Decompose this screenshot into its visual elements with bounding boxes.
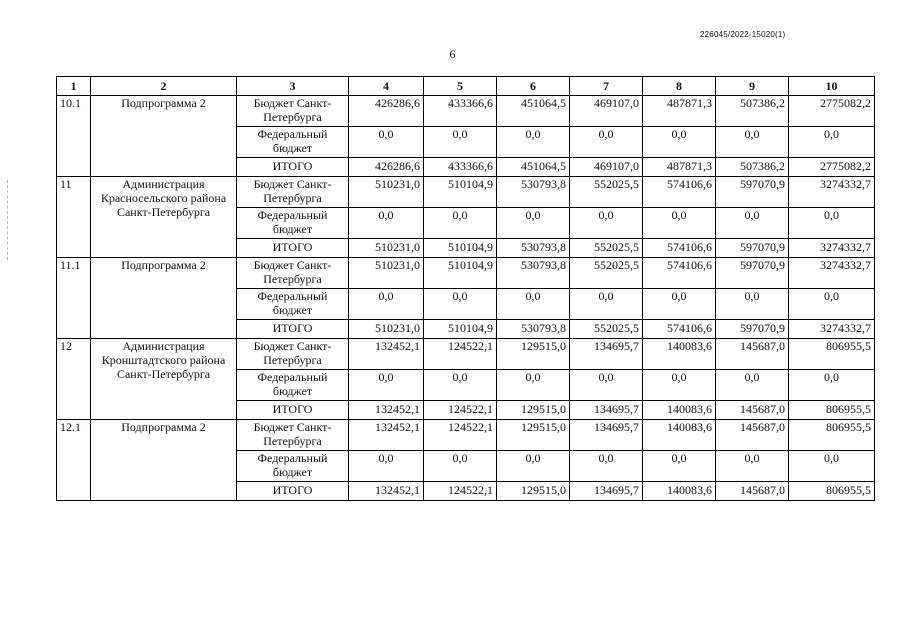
value-cell: 124522,1 — [424, 420, 497, 451]
value-cell: 552025,5 — [570, 258, 643, 289]
value-cell: 2775082,2 — [789, 96, 875, 127]
value-cell: 0,0 — [349, 127, 424, 158]
value-cell: 0,0 — [789, 289, 875, 320]
value-cell: 145687,0 — [716, 339, 789, 370]
value-cell: 487871,3 — [643, 96, 716, 127]
value-cell: 134695,7 — [570, 420, 643, 451]
value-cell: 2775082,2 — [789, 158, 875, 177]
value-cell: 3274332,7 — [789, 239, 875, 258]
value-cell: 134695,7 — [570, 401, 643, 420]
value-cell: 0,0 — [497, 451, 570, 482]
column-header: 2 — [91, 77, 237, 96]
value-cell: 530793,8 — [497, 177, 570, 208]
value-cell: 426286,6 — [349, 96, 424, 127]
value-cell: 433366,6 — [424, 96, 497, 127]
value-cell: 0,0 — [716, 127, 789, 158]
column-header: 10 — [789, 77, 875, 96]
value-cell: 0,0 — [716, 370, 789, 401]
value-cell: 140083,6 — [643, 482, 716, 501]
value-cell: 134695,7 — [570, 482, 643, 501]
value-cell: 574106,6 — [643, 239, 716, 258]
table-row — [57, 339, 875, 370]
value-cell: 0,0 — [643, 451, 716, 482]
row-number: 12.1 — [57, 420, 91, 501]
value-cell: 510231,0 — [349, 177, 424, 208]
value-cell: 129515,0 — [497, 339, 570, 370]
program-name: Подпрограмма 2 — [91, 258, 237, 339]
value-cell: 507386,2 — [716, 96, 789, 127]
table-row — [57, 96, 875, 127]
funding-source: Федеральный бюджет — [237, 370, 349, 401]
value-cell: 140083,6 — [643, 420, 716, 451]
value-cell: 0,0 — [716, 208, 789, 239]
value-cell: 0,0 — [789, 451, 875, 482]
value-cell: 140083,6 — [643, 339, 716, 370]
funding-source: Бюджет Санкт-Петербурга — [237, 420, 349, 451]
funding-source: ИТОГО — [237, 482, 349, 501]
value-cell: 552025,5 — [570, 320, 643, 339]
value-cell: 510231,0 — [349, 258, 424, 289]
row-number: 10.1 — [57, 96, 91, 177]
value-cell: 0,0 — [497, 370, 570, 401]
value-cell: 145687,0 — [716, 482, 789, 501]
value-cell: 124522,1 — [424, 339, 497, 370]
column-header: 4 — [349, 77, 424, 96]
row-number: 11.1 — [57, 258, 91, 339]
value-cell: 597070,9 — [716, 258, 789, 289]
funding-source: Бюджет Санкт-Петербурга — [237, 177, 349, 208]
column-header: 1 — [57, 77, 91, 96]
row-number: 11 — [57, 177, 91, 258]
program-name: Подпрограмма 2 — [91, 96, 237, 177]
value-cell: 0,0 — [424, 289, 497, 320]
funding-source: Бюджет Санкт-Петербурга — [237, 258, 349, 289]
column-header: 8 — [643, 77, 716, 96]
value-cell: 806955,5 — [789, 420, 875, 451]
value-cell: 0,0 — [716, 451, 789, 482]
column-header: 7 — [570, 77, 643, 96]
funding-source: Федеральный бюджет — [237, 289, 349, 320]
value-cell: 0,0 — [424, 370, 497, 401]
value-cell: 597070,9 — [716, 177, 789, 208]
value-cell: 552025,5 — [570, 177, 643, 208]
value-cell: 124522,1 — [424, 482, 497, 501]
margin-mark — [7, 180, 9, 260]
value-cell: 451064,5 — [497, 158, 570, 177]
value-cell: 574106,6 — [643, 177, 716, 208]
funding-source: Бюджет Санкт-Петербурга — [237, 96, 349, 127]
funding-source: ИТОГО — [237, 320, 349, 339]
value-cell: 3274332,7 — [789, 258, 875, 289]
funding-source: ИТОГО — [237, 239, 349, 258]
value-cell: 0,0 — [789, 127, 875, 158]
value-cell: 0,0 — [349, 208, 424, 239]
table-row — [57, 420, 875, 451]
value-cell: 3274332,7 — [789, 320, 875, 339]
column-header: 6 — [497, 77, 570, 96]
value-cell: 129515,0 — [497, 482, 570, 501]
value-cell: 510104,9 — [424, 177, 497, 208]
value-cell: 0,0 — [643, 127, 716, 158]
program-name: Администрация Красносельского района Санкт-Петербурга — [91, 177, 237, 258]
value-cell: 510104,9 — [424, 239, 497, 258]
value-cell: 530793,8 — [497, 320, 570, 339]
value-cell: 510104,9 — [424, 320, 497, 339]
value-cell: 487871,3 — [643, 158, 716, 177]
funding-source: Федеральный бюджет — [237, 208, 349, 239]
document-id: 226045/2022-15020(1) — [700, 30, 786, 39]
page-number: 6 — [449, 47, 456, 61]
value-cell: 469107,0 — [570, 158, 643, 177]
value-cell: 574106,6 — [643, 320, 716, 339]
value-cell: 0,0 — [424, 127, 497, 158]
funding-source: ИТОГО — [237, 158, 349, 177]
value-cell: 124522,1 — [424, 401, 497, 420]
value-cell: 132452,1 — [349, 401, 424, 420]
funding-source: Федеральный бюджет — [237, 127, 349, 158]
value-cell: 530793,8 — [497, 239, 570, 258]
value-cell: 597070,9 — [716, 239, 789, 258]
header-row — [57, 77, 875, 96]
value-cell: 451064,5 — [497, 96, 570, 127]
value-cell: 552025,5 — [570, 239, 643, 258]
value-cell: 530793,8 — [497, 258, 570, 289]
value-cell: 134695,7 — [570, 339, 643, 370]
table-row — [57, 177, 875, 208]
value-cell: 426286,6 — [349, 158, 424, 177]
value-cell: 0,0 — [643, 370, 716, 401]
value-cell: 129515,0 — [497, 401, 570, 420]
value-cell: 806955,5 — [789, 339, 875, 370]
value-cell: 3274332,7 — [789, 177, 875, 208]
program-name: Подпрограмма 2 — [91, 420, 237, 501]
funding-source: Бюджет Санкт-Петербурга — [237, 339, 349, 370]
value-cell: 0,0 — [570, 127, 643, 158]
value-cell: 597070,9 — [716, 320, 789, 339]
value-cell: 0,0 — [497, 127, 570, 158]
value-cell: 0,0 — [643, 208, 716, 239]
table-row — [57, 258, 875, 289]
value-cell: 510231,0 — [349, 239, 424, 258]
value-cell: 129515,0 — [497, 420, 570, 451]
value-cell: 145687,0 — [716, 420, 789, 451]
funding-source: ИТОГО — [237, 401, 349, 420]
value-cell: 433366,6 — [424, 158, 497, 177]
value-cell: 510231,0 — [349, 320, 424, 339]
row-number: 12 — [57, 339, 91, 420]
program-name: Администрация Кронштадтского района Санкт-Петербурга — [91, 339, 237, 420]
value-cell: 0,0 — [349, 370, 424, 401]
value-cell: 0,0 — [643, 289, 716, 320]
value-cell: 0,0 — [497, 289, 570, 320]
value-cell: 132452,1 — [349, 420, 424, 451]
value-cell: 140083,6 — [643, 401, 716, 420]
value-cell: 0,0 — [570, 370, 643, 401]
value-cell: 145687,0 — [716, 401, 789, 420]
value-cell: 0,0 — [570, 289, 643, 320]
value-cell: 0,0 — [570, 451, 643, 482]
value-cell: 0,0 — [716, 289, 789, 320]
value-cell: 806955,5 — [789, 401, 875, 420]
budget-table — [56, 76, 875, 501]
value-cell: 507386,2 — [716, 158, 789, 177]
value-cell: 510104,9 — [424, 258, 497, 289]
funding-source: Федеральный бюджет — [237, 451, 349, 482]
value-cell: 806955,5 — [789, 482, 875, 501]
value-cell: 0,0 — [424, 451, 497, 482]
value-cell: 0,0 — [789, 370, 875, 401]
value-cell: 132452,1 — [349, 482, 424, 501]
value-cell: 0,0 — [349, 451, 424, 482]
value-cell: 469107,0 — [570, 96, 643, 127]
column-header: 3 — [237, 77, 349, 96]
value-cell: 0,0 — [570, 208, 643, 239]
value-cell: 0,0 — [424, 208, 497, 239]
value-cell: 132452,1 — [349, 339, 424, 370]
value-cell: 0,0 — [789, 208, 875, 239]
value-cell: 574106,6 — [643, 258, 716, 289]
value-cell: 0,0 — [349, 289, 424, 320]
column-header: 5 — [424, 77, 497, 96]
column-header: 9 — [716, 77, 789, 96]
value-cell: 0,0 — [497, 208, 570, 239]
